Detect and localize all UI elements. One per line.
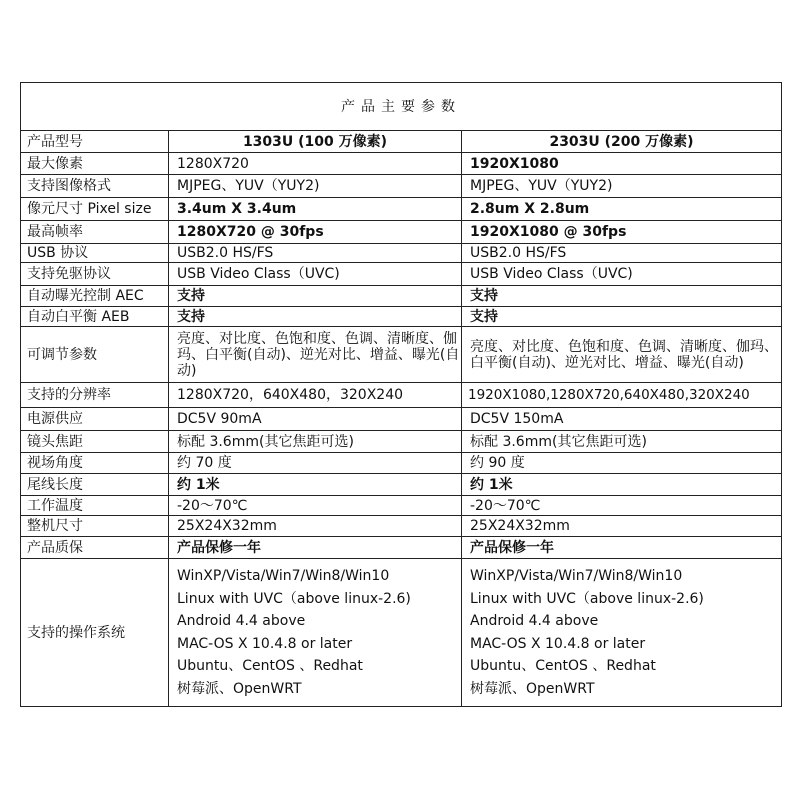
table-row (21, 474, 782, 496)
os-label: 支持的操作系统 (21, 559, 169, 707)
value-2303u: 1920X1080,1280X720,640X480,320X240 (462, 383, 782, 408)
value-1303u: 25X24X32mm (169, 516, 462, 537)
title-row (21, 83, 782, 131)
row-label: 电源供应 (21, 408, 169, 431)
table-row (21, 244, 782, 263)
row-label: 自动曝光控制 AEC (21, 286, 169, 307)
value-2303u: 标配 3.6mm(其它焦距可选) (462, 431, 782, 453)
value-2303u: USB2.0 HS/FS (462, 244, 782, 263)
os-item: 树莓派、OpenWRT (470, 680, 595, 697)
os-item: 树莓派、OpenWRT (177, 680, 302, 697)
row-label: 支持免驱协议 (21, 263, 169, 286)
value-2303u: USB Video Class（UVC) (462, 263, 782, 286)
os-item: Android 4.4 above (177, 613, 306, 629)
value-1303u: MJPEG、YUV（YUY2) (169, 175, 462, 198)
value-2303u: 支持 (462, 307, 782, 327)
value-1303u: 3.4um X 3.4um (169, 198, 462, 221)
model-label: 产品型号 (21, 131, 169, 153)
os-item: Ubuntu、CentOS 、Redhat (177, 658, 363, 674)
value-2303u: 亮度、对比度、色饱和度、色调、清晰度、伽玛、白平衡(自动)、逆光对比、增益、曝光(自动) (462, 327, 782, 383)
os-item: MAC-OS X 10.4.8 or later (470, 635, 646, 652)
table-row (21, 286, 782, 307)
value-1303u: 支持 (169, 286, 462, 307)
spec-table (20, 82, 782, 707)
row-label: 工作温度 (21, 496, 169, 516)
table-row (21, 263, 782, 286)
row-label: 最大像素 (21, 153, 169, 175)
table-row (21, 453, 782, 474)
value-2303u: -20～70℃ (462, 496, 782, 516)
os-list-1303u (169, 559, 462, 707)
os-item: Ubuntu、CentOS 、Redhat (470, 658, 656, 674)
table-row (21, 307, 782, 327)
value-1303u: 亮度、对比度、色饱和度、色调、清晰度、伽玛、白平衡(自动)、逆光对比、增益、曝光(自动) (169, 327, 462, 383)
table-row (21, 383, 782, 408)
table-row (21, 153, 782, 175)
row-label: 产品质保 (21, 537, 169, 559)
value-1303u: 1280X720 @ 30fps (169, 221, 462, 244)
header-row (21, 131, 782, 153)
os-item: Linux with UVC（above linux-2.6) (177, 590, 411, 607)
row-label: 整机尺寸 (21, 516, 169, 537)
row-label: 尾线长度 (21, 474, 169, 496)
model-2303u: 2303U (200 万像素) (462, 131, 782, 153)
value-1303u: 标配 3.6mm(其它焦距可选) (169, 431, 462, 453)
os-row (21, 559, 782, 707)
os-list-2303u (462, 559, 782, 707)
value-1303u: USB Video Class（UVC) (169, 263, 462, 286)
table-row (21, 198, 782, 221)
table-row (21, 327, 782, 383)
value-2303u: 1920X1080 (462, 153, 782, 175)
value-1303u: 1280X720，640X480，320X240 (169, 383, 462, 408)
value-1303u: 支持 (169, 307, 462, 327)
row-label: USB 协议 (21, 244, 169, 263)
row-label: 视场角度 (21, 453, 169, 474)
value-2303u: 2.8um X 2.8um (462, 198, 782, 221)
os-item: MAC-OS X 10.4.8 or later (177, 635, 353, 652)
os-item: Android 4.4 above (470, 613, 599, 629)
table-row (21, 516, 782, 537)
value-1303u: 约 70 度 (169, 453, 462, 474)
value-1303u: DC5V 90mA (169, 408, 462, 431)
row-label: 自动白平衡 AEB (21, 307, 169, 327)
row-label: 支持的分辨率 (21, 383, 169, 408)
row-label: 可调节参数 (21, 327, 169, 383)
row-label: 镜头焦距 (21, 431, 169, 453)
value-1303u: -20～70℃ (169, 496, 462, 516)
table-row (21, 496, 782, 516)
os-item: Linux with UVC（above linux-2.6) (470, 590, 704, 607)
table-row (21, 537, 782, 559)
row-label: 最高帧率 (21, 221, 169, 244)
os-item: WinXP/Vista/Win7/Win8/Win10 (470, 568, 683, 584)
value-2303u: DC5V 150mA (462, 408, 782, 431)
table-row (21, 408, 782, 431)
value-1303u: 约 1米 (169, 474, 462, 496)
value-1303u: USB2.0 HS/FS (169, 244, 462, 263)
value-2303u: 约 90 度 (462, 453, 782, 474)
os-item: WinXP/Vista/Win7/Win8/Win10 (177, 568, 390, 584)
row-label: 支持图像格式 (21, 175, 169, 198)
table-title: 产品主要参数 (21, 83, 782, 131)
table-row (21, 175, 782, 198)
value-2303u: 支持 (462, 286, 782, 307)
table-row (21, 431, 782, 453)
value-1303u: 1280X720 (169, 153, 462, 175)
value-2303u: 1920X1080 @ 30fps (462, 221, 782, 244)
value-2303u: 产品保修一年 (462, 537, 782, 559)
table-row (21, 221, 782, 244)
row-label: 像元尺寸 Pixel size (21, 198, 169, 221)
model-1303u: 1303U (100 万像素) (169, 131, 462, 153)
value-2303u: MJPEG、YUV（YUY2) (462, 175, 782, 198)
value-2303u: 25X24X32mm (462, 516, 782, 537)
value-1303u: 产品保修一年 (169, 537, 462, 559)
value-2303u: 约 1米 (462, 474, 782, 496)
